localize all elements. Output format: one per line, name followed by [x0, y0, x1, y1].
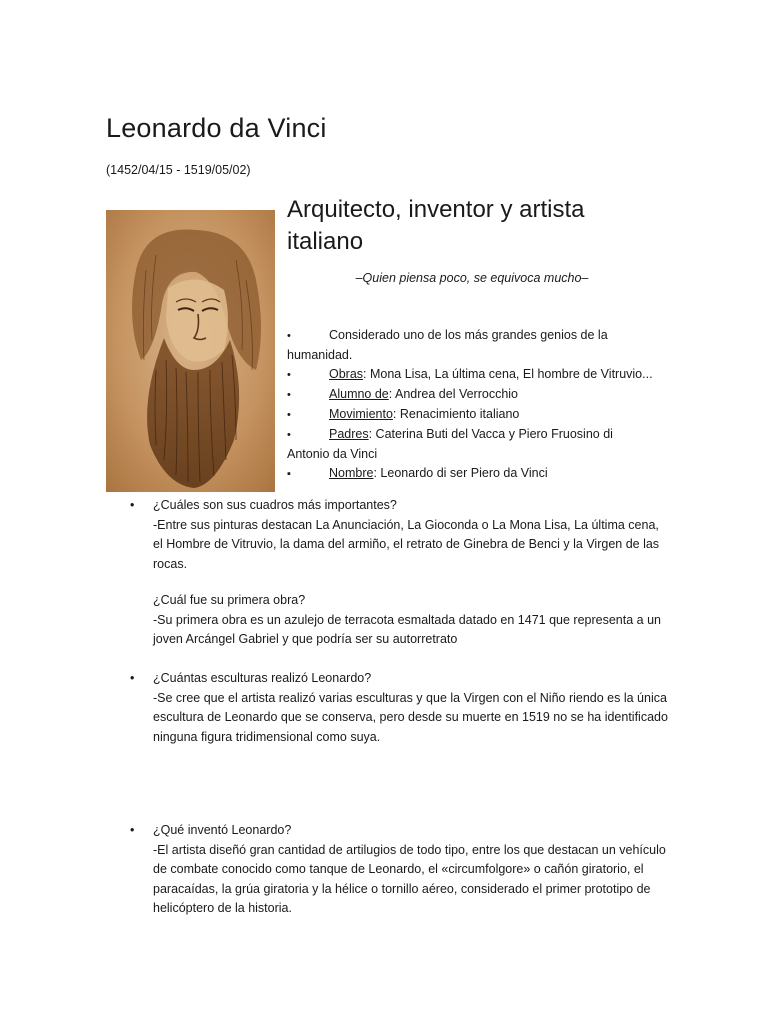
- question-item: [130, 496, 670, 516]
- fact-key: Alumno de: [329, 387, 389, 401]
- bullet-icon: •: [287, 330, 291, 342]
- answer-text: -Entre sus pinturas destacan La Anunciación, La Gioconda o La Mona Lisa, La última cena, el Hombre de Vitruvio, la dama del armiño, el retrato de Ginebra de Benci y la Virgen de las rocas.: [153, 517, 660, 571]
- answer-text: -Su primera obra es un azulejo de terracota esmaltada datado en 1471 que representa a un joven Arcángel Gabriel y que podría ser su autorretrato: [153, 612, 661, 646]
- fact-item: [287, 326, 657, 365]
- bullet-icon: •: [287, 389, 291, 401]
- fact-item: [287, 365, 657, 385]
- question-text: ¿Cuáles son sus cuadros más importantes?: [153, 498, 397, 512]
- qa-section-3: [130, 669, 670, 747]
- question-text: ¿Qué inventó Leonardo?: [153, 823, 292, 837]
- fact-key: Padres: [329, 427, 369, 441]
- question-item: [130, 669, 670, 689]
- bullet-icon: •: [130, 823, 135, 837]
- fact-text: : Leonardo di ser Piero da Vinci: [373, 466, 548, 480]
- bullet-icon: •: [130, 671, 135, 685]
- portrait-image: [106, 210, 275, 492]
- fact-key: Obras: [329, 367, 364, 381]
- fact-text: Considerado uno de los más grandes genios de la humanidad.: [287, 328, 608, 362]
- qa-section-4: [130, 821, 670, 919]
- bullet-icon: •: [287, 369, 291, 381]
- question-text: ¿Cuántas esculturas realizó Leonardo?: [153, 671, 372, 685]
- fact-item: [287, 464, 657, 484]
- fact-item: [287, 405, 657, 425]
- life-dates: (1452/04/15 - 1519/05/02): [106, 163, 251, 177]
- fact-text: : Mona Lisa, La última cena, El hombre de Vitruvio...: [363, 367, 653, 381]
- bullet-icon: •: [287, 409, 291, 421]
- answer-text: -Se cree que el artista realizó varias esculturas y que la Virgen con el Niño riendo es la única escultura de Leonardo que se conserva, pero desde su muerte en 1519 no se ha identificado ninguna figura tridimensional como suya.: [153, 690, 668, 744]
- bullet-icon: ▪: [287, 468, 291, 480]
- fact-text: : Andrea del Verrocchio: [388, 387, 519, 401]
- fact-item: [287, 425, 657, 464]
- qa-section-1: [130, 496, 670, 574]
- subtitle: Arquitecto, inventor y artista italiano: [287, 196, 585, 255]
- page-title: Leonardo da Vinci: [106, 113, 327, 143]
- fact-item: [287, 385, 657, 405]
- question-item: [130, 821, 670, 841]
- bullet-icon: •: [130, 498, 135, 512]
- facts-list: [287, 326, 657, 484]
- fact-key: Nombre: [329, 466, 374, 480]
- fact-key: Movimiento: [329, 407, 393, 421]
- bullet-icon: •: [287, 429, 291, 441]
- fact-text: : Renacimiento italiano: [392, 407, 520, 421]
- question-text: ¿Cuál fue su primera obra?: [153, 593, 306, 607]
- answer-text: -El artista diseñó gran cantidad de artilugios de todo tipo, entre los que destacan un vehículo de combate conocido como tanque de Leonardo, el «circumfolgore» o cañón giratorio, el paracaídas, la grúa giratoria y la hélice o tornillo aéreo, considerado el primer prototipo de helicóptero de la historia.: [153, 842, 666, 915]
- qa-section-2: [130, 591, 670, 650]
- quote: –Quien piensa poco, se equivoca mucho–: [355, 271, 589, 285]
- fact-text: : Caterina Buti del Vacca y Piero Fruosino di Antonio da Vinci: [287, 427, 613, 461]
